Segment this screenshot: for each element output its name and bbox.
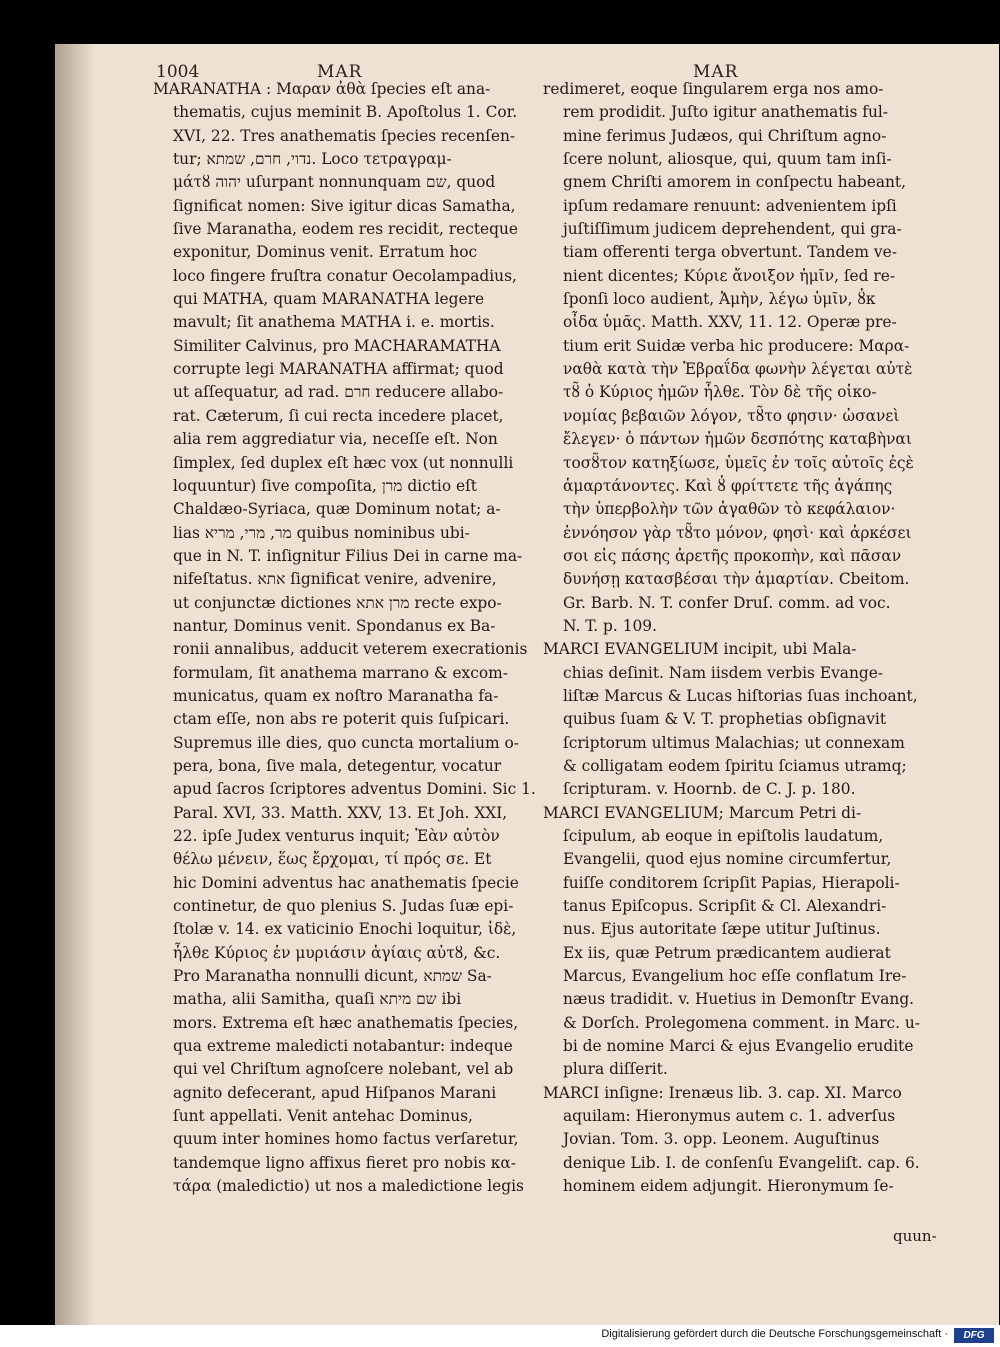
- text-line: MARCI EVANGELIUM incipit, ubi Mala-: [543, 640, 857, 659]
- text-line: municatus, quam ex noſtro Maranatha fa-: [173, 686, 499, 705]
- text-line: mavult; ſit anathema MATHA i. e. mortis.: [173, 313, 495, 332]
- text-line: continetur, de quo plenius S. Judas ſuæ epi-: [173, 897, 514, 916]
- text-line: mine ferimus Judæos, qui Chriſtum agno-: [563, 126, 887, 145]
- text-line: tanus Epiſcopus. Scripſit & Cl. Alexandri-: [563, 897, 887, 916]
- text-line: tur; נדוי, חרם, שמתא. Loco τετραγραμ-: [173, 150, 452, 169]
- text-line: Gr. Barb. N. T. confer Druſ. comm. ad voc.: [563, 593, 891, 612]
- gutter-shadow: [55, 44, 95, 1325]
- text-line: τοσȣ̃τον κατηξίωσε, ὑμεῖς ἐν τοῖς αὐτοῖς ἐςὲ: [563, 453, 914, 472]
- text-line: loco fingere fruſtra conatur Oecolampadius,: [173, 266, 517, 285]
- text-line: liſtæ Marcus & Lucas hiſtorias ſuas inchoant,: [563, 686, 918, 705]
- text-line: νομίας βεβαιῶν λόγον, τȣ̃το φησιν· ὡσανεὶ: [563, 406, 900, 425]
- text-line: Paral. XVI, 33. Matth. XXV, 13. Et Joh. XXI,: [173, 803, 508, 822]
- text-line: qui vel Chriſtum agnoſcere nolebant, vel ab: [173, 1060, 514, 1079]
- text-line: Pro Maranatha nonnulli dicunt, שמתא Sa-: [173, 967, 492, 986]
- text-line: ut conjunctæ dictiones מרן אתא recte expo-: [173, 593, 502, 612]
- text-line: Chaldæo-Syriaca, quæ Dominum notat; a-: [173, 500, 501, 519]
- text-line: thematis, cujus meminit B. Apoſtolus 1. Cor.: [173, 103, 518, 122]
- text-line: ſcriptorum ultimus Malachias; ut connexam: [563, 733, 905, 752]
- text-line: tandemque ligno affixus fieret pro nobis κα-: [173, 1153, 517, 1172]
- text-line: hic Domini adventus hac anathematis ſpecie: [173, 873, 519, 892]
- page-number: 1004: [156, 62, 200, 82]
- text-line: nient dicentes; Κύριε ἄνοιξον ἡμῖν, ſed re-: [563, 266, 896, 285]
- text-line: exponitur, Dominus venit. Erratum hoc: [173, 243, 478, 262]
- text-line: qui MATHA, quam MARANATHA legere: [173, 290, 485, 309]
- text-line: formulam, ſit anathema marrano & excom-: [173, 663, 508, 682]
- text-line: qua extreme maledicti notabantur: indeque: [173, 1037, 513, 1056]
- text-line: ctam eſſe, non abs re poterit quis ſuſpicari.: [173, 710, 510, 729]
- text-line: ronii annalibus, adducit veterem execrationis: [173, 640, 528, 659]
- text-line: rem prodidit. Juſto igitur anathematis ful-: [563, 103, 888, 122]
- text-line: Marcus, Evangelium hoc eſſe conflatum Ire-: [563, 967, 907, 986]
- text-line: σοι εἰς πάσης ἀρετῆς προκοπὴν, καὶ πᾶσαν: [563, 546, 902, 565]
- text-line: Similiter Calvinus, pro MACHARAMATHA: [173, 336, 501, 355]
- book-page: [55, 44, 999, 1325]
- text-line: ἁμαρτάνοντες. Καὶ ȣ̓ φρίττετε τῆς ἀγάπης: [563, 476, 893, 495]
- funding-credit: Digitalisierung gefördert durch die Deutsche Forschungsgemeinschaft ·: [601, 1328, 948, 1340]
- text-line: aquilam: Hieronymus autem c. 1. adverſus: [563, 1107, 896, 1126]
- text-line: ſignificat nomen: Sive igitur dicas Samatha,: [173, 196, 516, 215]
- text-line: alia rem aggrediatur via, neceſſe eſt. Non: [173, 430, 498, 449]
- text-line: ſcripturam. v. Hoornb. de C. J. p. 180.: [563, 780, 856, 799]
- text-line: plura diſſerit.: [563, 1060, 668, 1079]
- text-line: nus. Ejus autoritate ſæpe utitur Juſtinus.: [563, 920, 881, 939]
- text-line: MARCI EVANGELIUM; Marcum Petri di-: [543, 803, 862, 822]
- text-line: matha, alii Samitha, quaſi שם מיתא ibi: [173, 990, 462, 1009]
- text-line: bi de nomine Marci & ejus Evangelio erudite: [563, 1037, 914, 1056]
- text-line: ἔλεγεν· ὁ πάντων ἡμῶν δεσπότης καταβὴναι: [563, 430, 912, 449]
- text-line: gnem Chriſti amorem in conſpectu habeant,: [563, 173, 907, 192]
- text-line: τȣ̃ ὁ Κύριος ἡμῶν ἦλθε. Τὸν δὲ τῆς οἰκο-: [563, 383, 877, 402]
- text-line: & colligatam eodem ſpiritu ſciamus utramq;: [563, 756, 907, 775]
- text-line: N. T. p. 109.: [563, 616, 657, 635]
- text-line: ſunt appellati. Venit antehac Dominus,: [173, 1107, 473, 1126]
- text-line: 22. ipſe Judex venturus inquit; Ἐὰν αὐτὸν: [173, 827, 500, 845]
- text-line: denique Lib. I. de conſenſu Evangeliſt. cap. 6.: [563, 1153, 920, 1172]
- text-line: ipſum redamare renuunt: advenientem ipſi: [563, 196, 897, 215]
- text-line: nantur, Dominus venit. Spondanus ex Ba-: [173, 616, 496, 635]
- text-line: fuiſſe conditorem ſcripſit Papias, Hierapoli-: [563, 873, 900, 892]
- text-line: MARANATHA : Μαραν ἀθὰ ſpecies eſt ana-: [153, 80, 491, 98]
- text-line: ἐννόησον γὰρ τȣ̃το μόνον, φησὶ· καὶ ἀρκέσει: [563, 523, 912, 542]
- text-line: Ex iis, quæ Petrum prædicantem audierat: [563, 943, 891, 962]
- text-line: nifeſtatus. אתא ſignificat venire, advenire,: [173, 570, 497, 589]
- text-line: chias deſinit. Nam iisdem verbis Evange-: [563, 663, 884, 682]
- text-line: ſcere nolunt, aliosque, qui, quum tam inſi-: [563, 150, 892, 169]
- text-line: apud ſacros ſcriptores adventus Domini. Sic 1.: [173, 780, 536, 799]
- text-line: ναθὰ κατὰ τὴν Ἑβραΐδα φωνὴν λέγεται αὐτὲ: [563, 360, 913, 379]
- text-line: tiam offerenti terga obvertunt. Tandem ve-: [563, 243, 897, 262]
- text-line: que in N. T. inſignitur Filius Dei in carne ma-: [173, 546, 523, 565]
- text-line: rat. Cæterum, ſi cui recta incedere placet,: [173, 406, 504, 425]
- text-line: ſimplex, ſed duplex eſt hæc vox (ut nonnulli: [173, 453, 514, 472]
- left-column: [153, 78, 583, 1199]
- running-head-right: MAR: [693, 62, 739, 82]
- text-line: juſtiſſimum judicem deprehendent, qui gra-: [563, 220, 902, 239]
- text-line: quibus ſuam & V. T. prophetias obſignavit: [563, 710, 886, 729]
- text-line: hominem eidem adjungit. Hieronymum ſe-: [563, 1177, 894, 1196]
- text-line: Evangelii, quod ejus nomine circumfertur,: [563, 850, 892, 869]
- text-line: τάρα (maledictio) ut nos a maledictione legis: [173, 1177, 524, 1196]
- text-line: pera, bona, ſive mala, detegentur, vocatur: [173, 756, 502, 775]
- text-line: agnito defecerant, apud Hiſpanos Marani: [173, 1083, 497, 1102]
- text-line: mors. Extrema eſt hæc anathematis ſpecies,: [173, 1013, 519, 1032]
- text-line: tium erit Suidæ verba hic producere: Μαρα-: [563, 336, 910, 355]
- text-line: ſive Maranatha, eodem res recidit, recteque: [173, 220, 519, 239]
- right-column: [543, 78, 953, 1199]
- text-line: corrupte legi MARANATHA affirmat; quod: [173, 360, 504, 379]
- text-line: θέλω μένειν, ἕως ἔρχομαι, τί πρός σε. Et: [173, 850, 492, 869]
- text-line: ſtolæ v. 14. ex vaticinio Enochi loquitur, ἰδὲ,: [173, 920, 517, 939]
- text-line: MARCI inſigne: Irenæus lib. 3. cap. XI. Marco: [543, 1083, 902, 1102]
- text-line: redimeret, eoque ſingularem erga nos amo-: [543, 80, 884, 98]
- dfg-logo: DFG: [954, 1328, 994, 1343]
- text-line: næus tradidit. v. Huetius in Demonſtr Evang.: [563, 990, 915, 1009]
- text-line: τὴν ὑπερβολὴν τῶν ἀγαθῶν τὸ κεφάλαιον·: [563, 500, 896, 519]
- text-line: μάτȣ יהוה uſurpant nonnunquam שם, quod: [173, 173, 496, 192]
- text-line: Jovian. Tom. 3. opp. Leonem. Auguſtinus: [563, 1130, 880, 1149]
- text-line: δυνήσῃ κατασβέσαι τὴν ἁμαρτίαν. Cbeitom.: [563, 570, 910, 589]
- digitization-footer: [0, 1325, 1000, 1347]
- text-line: XVI, 22. Tres anathematis ſpecies recenſen-: [173, 126, 516, 145]
- text-line: & Dorſch. Prolegomena comment. in Marc. u-: [563, 1013, 920, 1032]
- text-line: Supremus ille dies, quo cuncta mortalium o-: [173, 733, 519, 752]
- running-head-left: MAR: [317, 62, 363, 82]
- catchword: quun-: [893, 1227, 937, 1245]
- text-line: loquuntur) ſive compoſita, מרן dictio eſt: [173, 476, 477, 495]
- text-line: ſponſi loco audient, Ἀμὴν, λέγω ὑμῖν, ȣ̓κ: [563, 290, 876, 309]
- text-line: οἶδα ὑμᾶς. Matth. XXV, 11. 12. Operæ pre-: [563, 313, 897, 332]
- text-line: ἦλθε Κύριος ἐν μυριάσιν ἁγίαις αὐτȣ, &c.: [173, 943, 501, 962]
- text-line: quum inter homines homo factus verſaretur,: [173, 1130, 519, 1149]
- text-line: lias מר, מרי, מריא quibus nominibus ubi-: [173, 523, 470, 542]
- text-line: ut aſſequatur, ad rad. חרם reducere allabo-: [173, 383, 504, 402]
- text-line: ſcipulum, ab eoque in epiſtolis laudatum,: [563, 827, 884, 845]
